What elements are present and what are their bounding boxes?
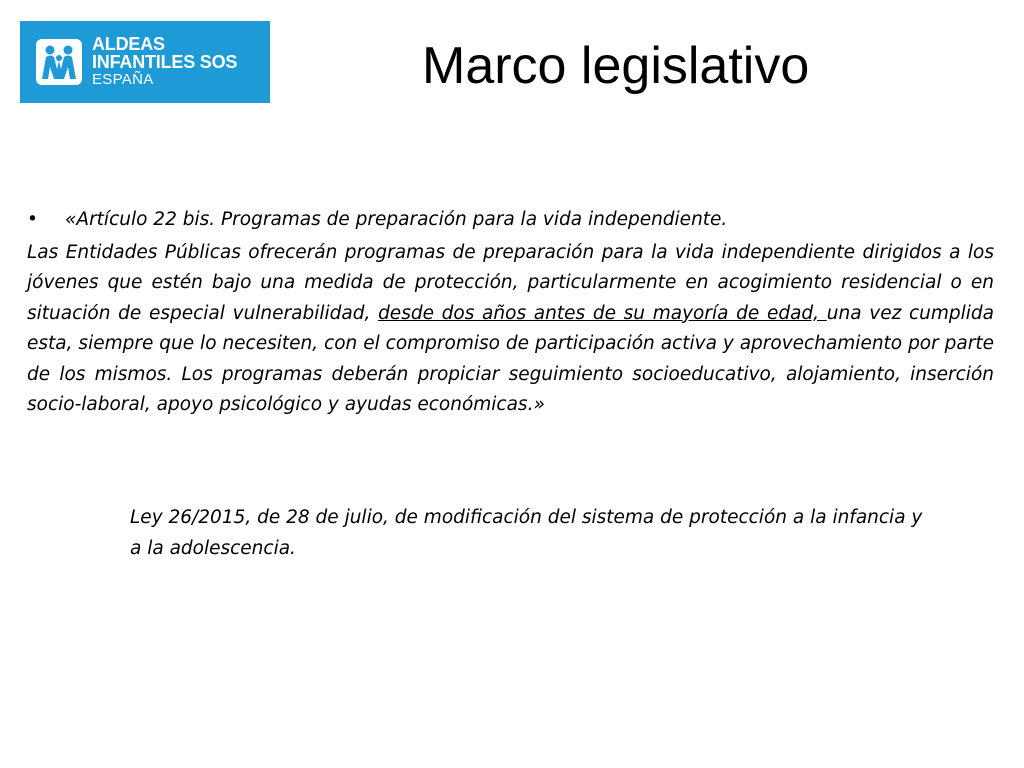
sos-children-family-icon (36, 39, 82, 85)
organization-logo (20, 21, 270, 103)
logo-line-aldeas: ALDEAS (92, 34, 165, 54)
law-citation: Ley 26/2015, de 28 de julio, de modificación del sistema de protección a la infancia y a la adolescencia. (130, 507, 923, 559)
article-heading-text: «Artículo 22 bis. Programas de preparación para la vida independiente. (65, 209, 728, 230)
slide-title: Marco legislativo (422, 37, 810, 95)
bullet-marker: • (27, 209, 38, 230)
logo-line-infantiles-sos: INFANTILES SOS (92, 52, 238, 72)
article-body (27, 238, 994, 421)
logo-wordmark (92, 35, 237, 89)
article-heading (27, 205, 994, 236)
logo-line-espana: ESPAÑA (92, 71, 154, 88)
article-content (27, 205, 994, 421)
article-body-after: una vez cumplida esta, siempre que lo necesiten, con el compromiso de participación activa y aprovechamiento por parte de los mismos. Los programas deberán propiciar seguimiento socioeducativo, alojamiento, inserción socio-laboral, apoyo psicológico y ayudas económicas.» (27, 302, 995, 415)
article-body-underlined: desde dos años antes de su mayoría de edad, (378, 302, 827, 324)
article-body-before: Las Entidades Públicas ofrecerán programas de preparación para la vida independiente dirigidos a los jóvenes que estén bajo una medida de protección, particularmente en acogimiento residencial o en situación de especial vulnerabilidad, (27, 241, 994, 324)
